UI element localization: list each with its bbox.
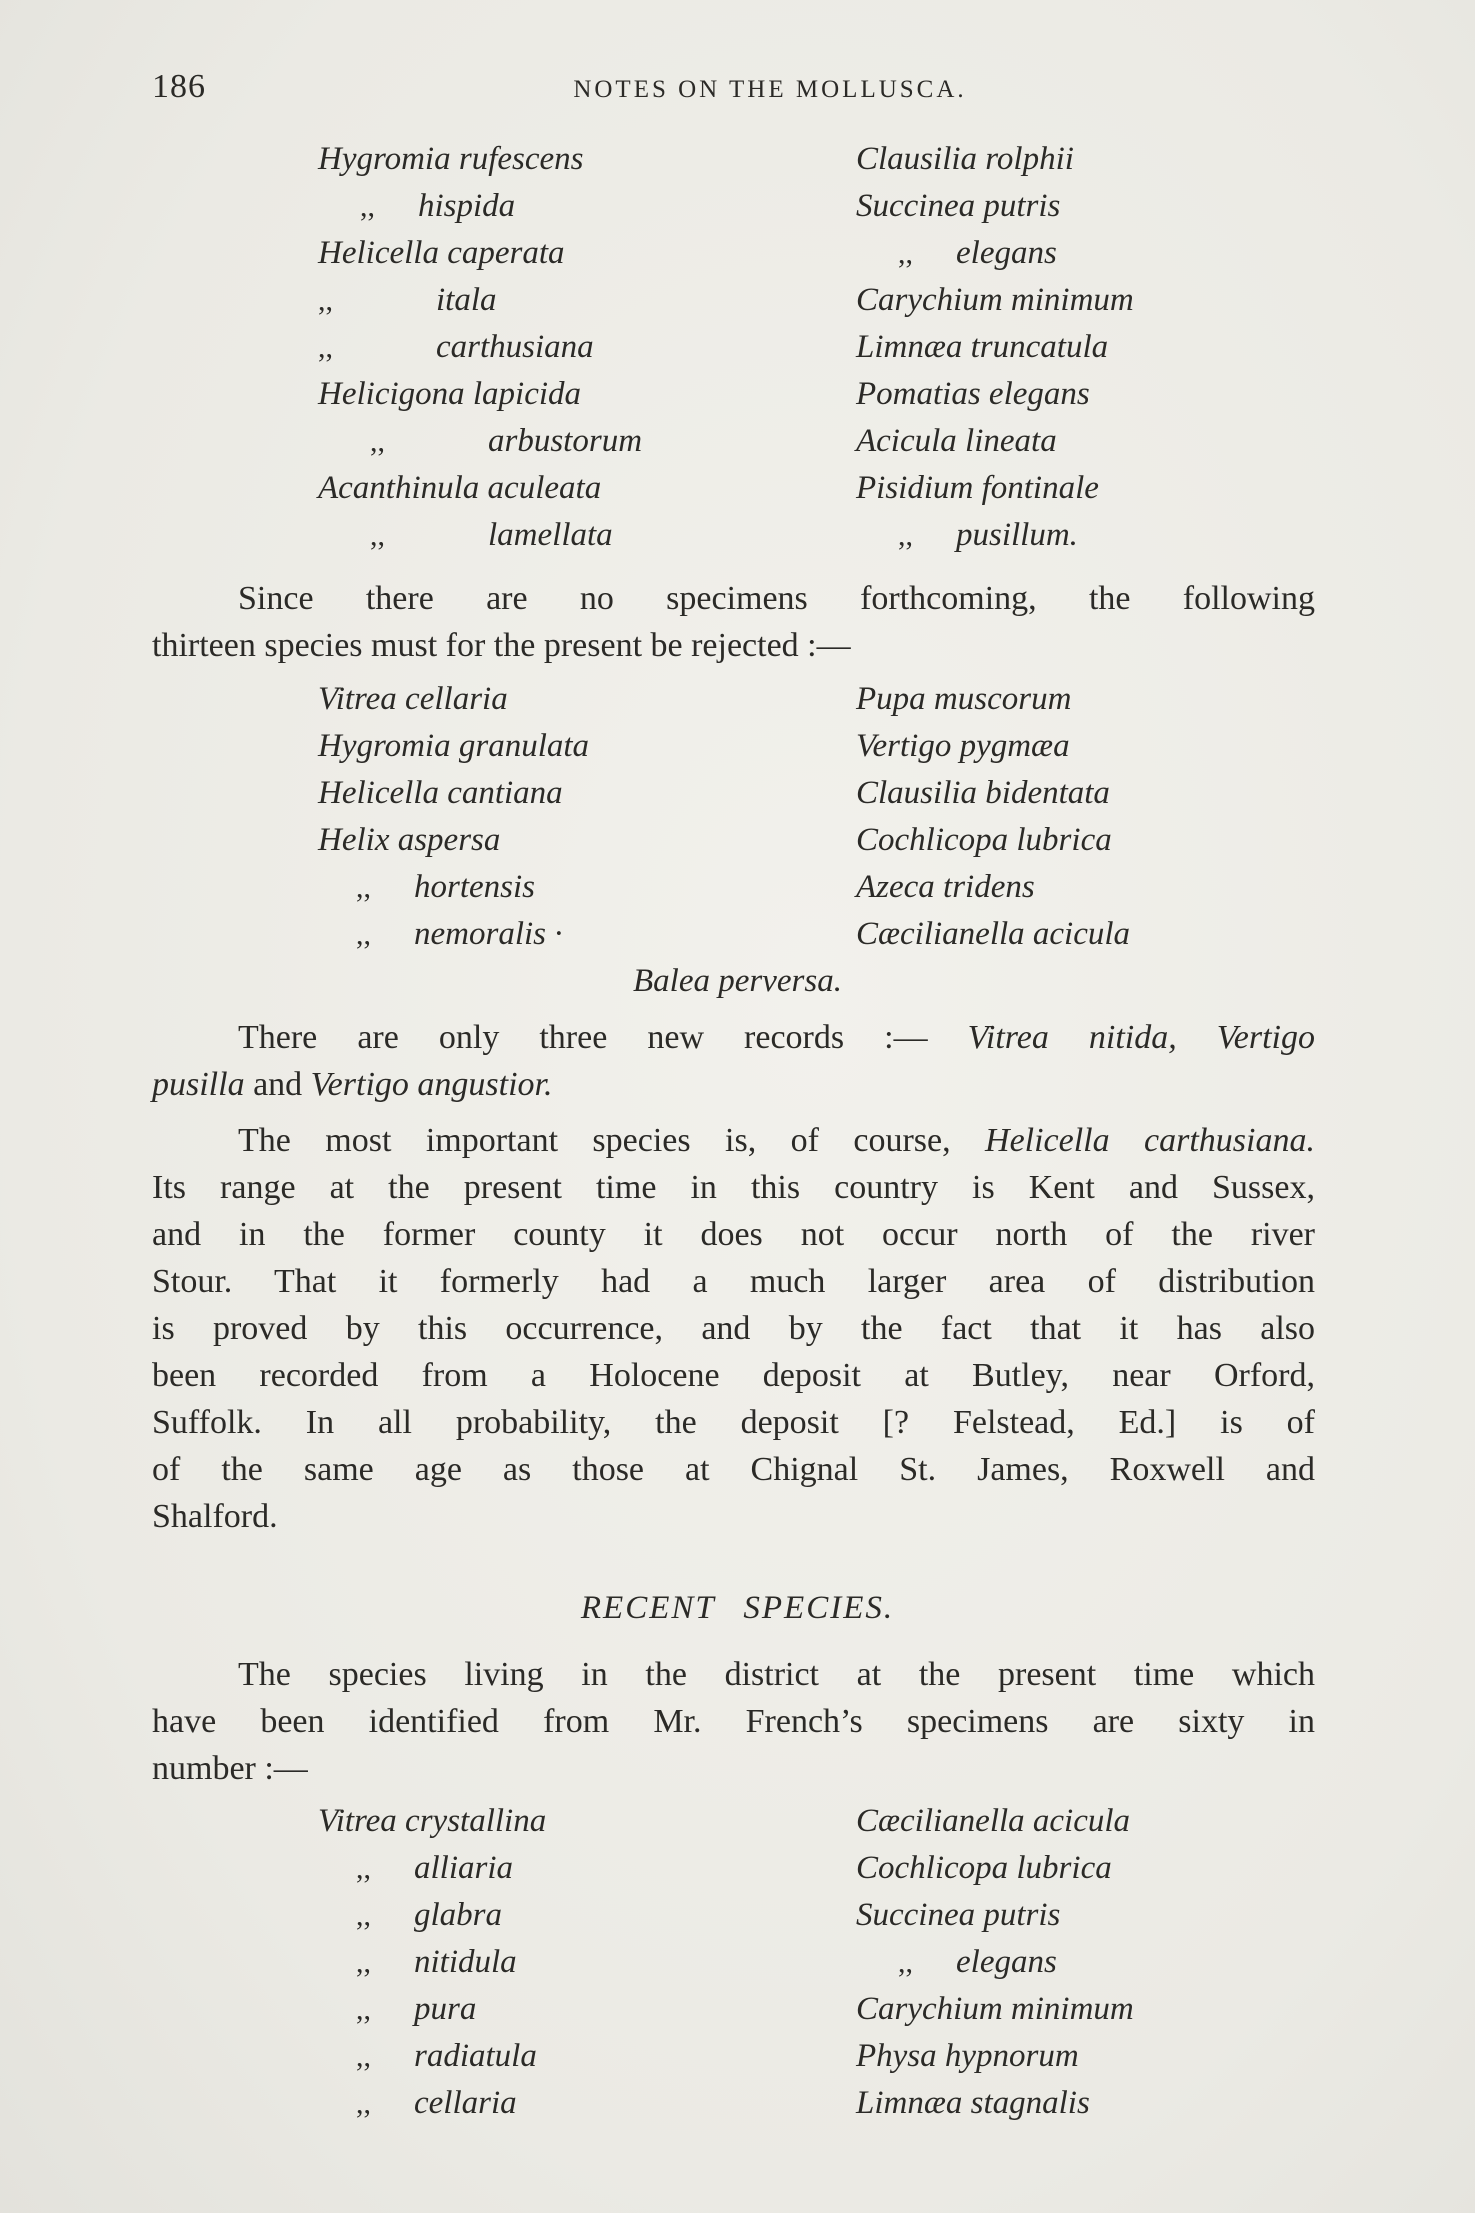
section-heading: RECENT SPECIES. [580,1590,895,1626]
text-line: is proved by this occurrence, and by the fact that it has also [152,1310,1315,1347]
species-entry: Limnæa truncatula [856,329,1109,365]
text-line: Suffolk. In all probability, the deposit [? Felstead, Ed.] is of [152,1404,1315,1441]
species-entry: Physa hypnorum [856,2038,1079,2074]
text-line: The species living in the district at the present time which [238,1656,1315,1693]
species-entry: Cochlicopa lubrica [856,1850,1112,1886]
text-line: number :— [152,1750,308,1787]
species-entry: ,, alliaria [356,1850,514,1886]
paragraph-new-records [152,1014,1315,1108]
species-entry: Vitrea crystallina [318,1803,547,1839]
species-entry: Pupa muscorum [856,681,1072,717]
species-entry: Helix aspersa [318,822,501,858]
species-entry: ,, arbustorum [370,423,643,459]
species-entry: ,, elegans [898,1944,1057,1980]
species-entry: Succinea putris [856,1897,1061,1933]
species-entry: ,, cellaria [356,2085,517,2121]
text-line: pusilla and Vertigo angustior. [152,1066,553,1103]
text-line: Stour. That it formerly had a much larger area of distribution [152,1263,1315,1300]
text-line: been recorded from a Holocene deposit at Butley, near Orford, [152,1357,1315,1394]
species-entry: Clausilia rolphii [856,141,1074,177]
page-header [150,68,1330,118]
species-entry: Cæcilianella acicula [856,916,1131,952]
species-entry: Helicella cantiana [318,775,563,811]
species-column-left [318,676,589,958]
species-entry: Clausilia bidentata [856,775,1110,811]
running-title: NOTES ON THE MOLLUSCA. [573,76,967,103]
paragraph-recent-species [152,1651,1315,1792]
species-entry: Helicella caperata [318,235,565,271]
species-entry: Pisidium fontinale [856,470,1099,506]
species-column-left [318,136,642,559]
species-entry: ,, pusillum. [898,517,1078,553]
species-entry: Vertigo pygmæa [856,728,1070,764]
species-entry: ,, itala [318,282,497,318]
species-entry: Cæcilianella acicula [856,1803,1131,1839]
species-entry: Helicigona lapicida [318,376,582,412]
species-entry: Carychium minimum [856,282,1134,318]
text-line: The most important species is, of course, Helicella carthusiana. [238,1122,1315,1159]
text-line: thirteen species must for the present be rejected :— [152,627,851,664]
species-entry: Limnæa stagnalis [856,2085,1090,2121]
species-column-right [856,676,1130,958]
species-entry: ,, hortensis [356,869,536,905]
species-entry: Hygromia granulata [318,728,590,764]
species-entry: ,, carthusiana [318,329,594,365]
species-entry: Acicula lineata [856,423,1057,459]
text-line: Since there are no specimens forthcoming, the following [238,580,1315,617]
species-entry: Cochlicopa lubrica [856,822,1112,858]
species-entry: Acanthinula aculeata [318,470,602,506]
species-entry: Succinea putris [856,188,1061,224]
species-entry-centered: Balea perversa. [633,963,842,999]
text-line: have been identified from Mr. French’s specimens are sixty in [152,1703,1315,1740]
paragraph-rejected-species [152,575,1315,669]
species-entry: ,, glabra [356,1897,503,1933]
text-line: of the same age as those at Chignal St. James, Roxwell and [152,1451,1315,1488]
paragraph-carthusiana [152,1117,1315,1540]
species-column-right [856,136,1134,559]
species-entry: Azeca tridens [856,869,1035,905]
species-entry: Carychium minimum [856,1991,1134,2027]
text-line: Shalford. [152,1498,278,1535]
species-entry: ,, nemoralis · [356,916,563,952]
text-line: There are only three new records :— Vitrea nitida, Vertigo [238,1019,1315,1056]
species-entry: ,, lamellata [370,517,613,553]
species-entry: Pomatias elegans [856,376,1090,412]
species-entry: ,, pura [356,1991,477,2027]
species-entry: ,, hispida [360,188,516,224]
species-column-right [856,1798,1134,2127]
species-entry: Vitrea cellaria [318,681,508,717]
page-number: 186 [152,68,206,105]
species-entry: Hygromia rufescens [318,141,584,177]
species-entry: ,, nitidula [356,1944,517,1980]
species-column-left [318,1798,546,2127]
text-line: and in the former county it does not occur north of the river [152,1216,1315,1253]
text-line: Its range at the present time in this country is Kent and Sussex, [152,1169,1315,1206]
species-entry: ,, radiatula [356,2038,537,2074]
species-entry: ,, elegans [898,235,1057,271]
